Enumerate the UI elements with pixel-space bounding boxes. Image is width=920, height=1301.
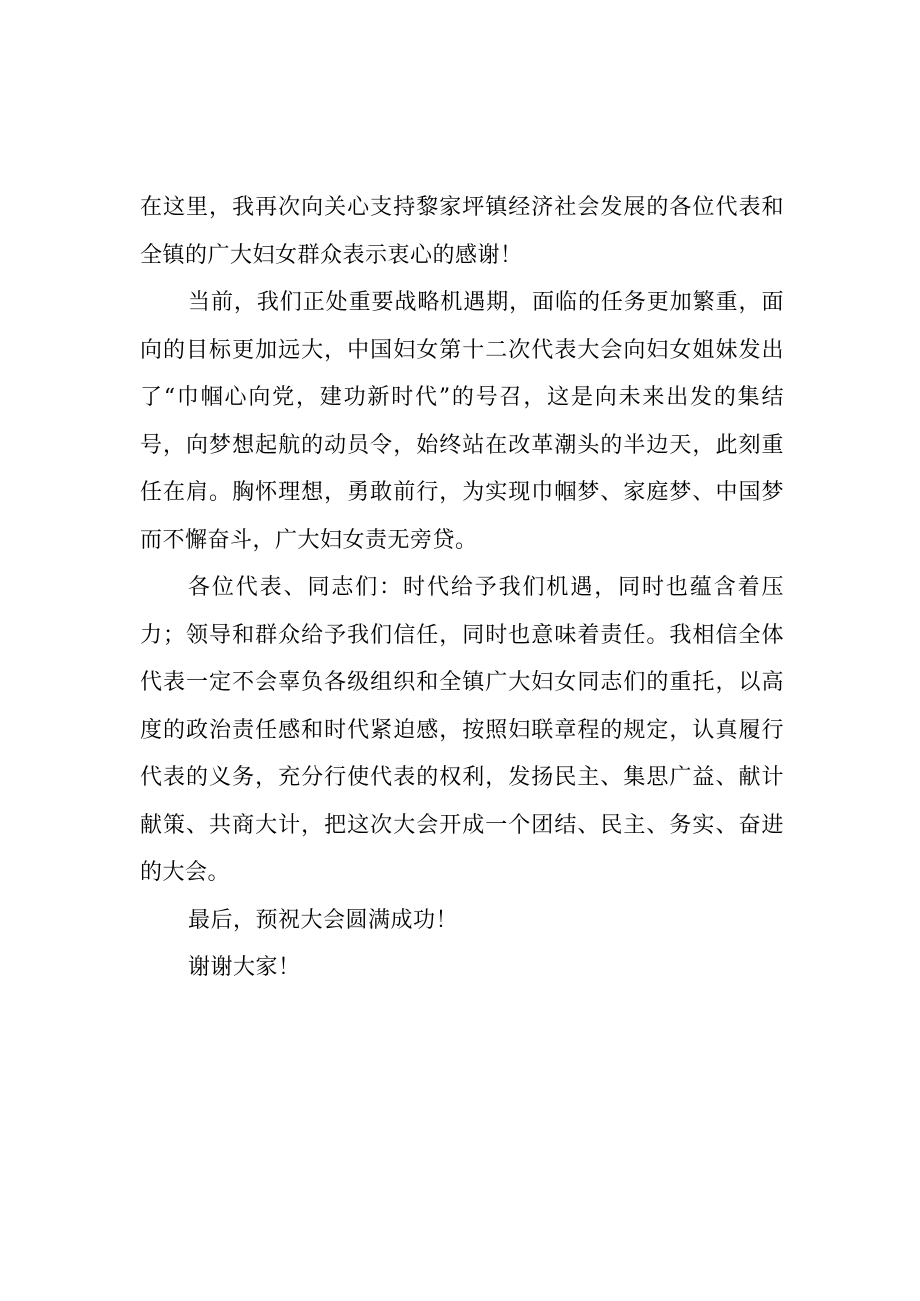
paragraph-closing: 谢谢大家！ (188, 955, 301, 980)
paragraph-thanks: 在这里，我再次向关心支持黎家坪镇经济社会发展的各位代表和全镇的广大妇女群众表示衷心的感谢！ (140, 195, 784, 268)
document-body (140, 184, 784, 992)
paragraph-wishes: 最后，预祝大会圆满成功！ (188, 907, 459, 933)
paragraph-current-situation: 当前，我们正处重要战略机遇期，面临的任务更加繁重，面向的目标更加远大，中国妇女第十二次代表大会向妇女姐妹发出了“巾帼心向党，建功新时代”的号召，这是向未来出发的集结号，向梦想起航的动员令，始终站在改革潮头的半边天，此刻重任在肩。胸怀理想，勇敢前行，为实现巾帼梦、家庭梦、中国梦而不懈奋斗，广大妇女责无旁贷。 (140, 290, 784, 553)
paragraph-delegates-address: 各位代表、同志们：时代给予我们机遇，同时也蕴含着压力；领导和群众给予我们信任，同时也意味着责任。我相信全体代表一定不会辜负各级组织和全镇广大妇女同志们的重托，以高度的政治责任感和时代紧迫感，按照妇联章程的规定，认真履行代表的义务，充分行使代表的权利，发扬民主、集思广益、献计献策、共商大计，把这次大会开成一个团结、民主、务实、奋进的大会。 (140, 575, 784, 885)
